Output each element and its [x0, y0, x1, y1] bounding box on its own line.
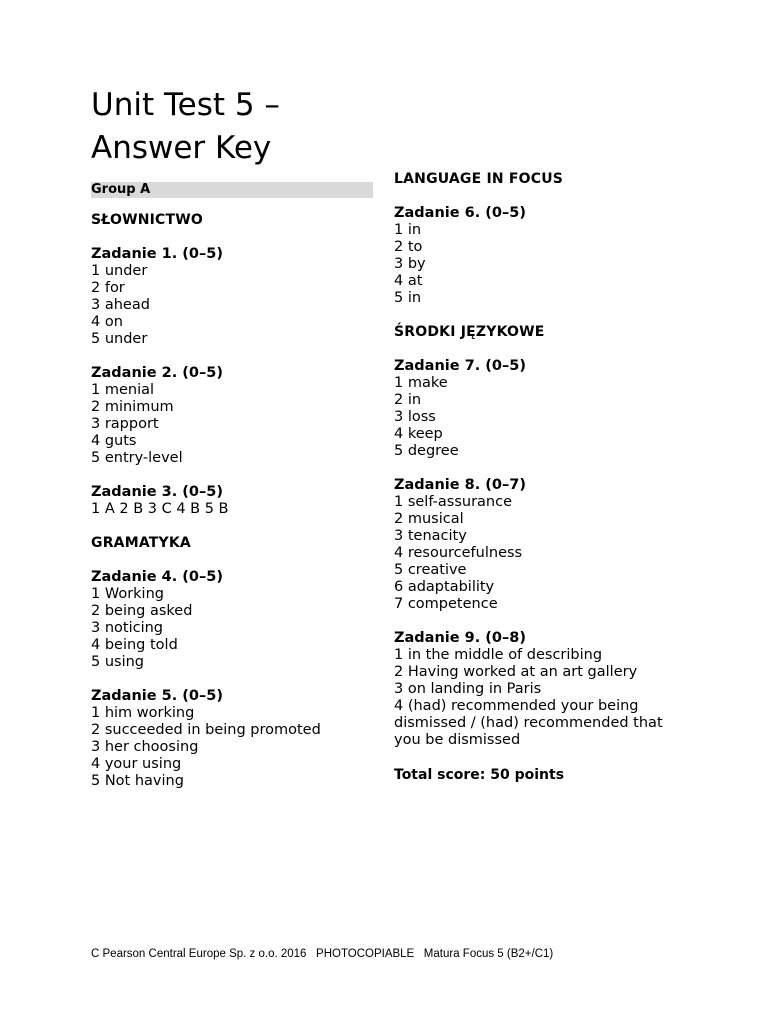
answer-item: 1 in — [394, 222, 422, 238]
answer-item: 3 tenacity — [394, 528, 467, 544]
section-heading: ŚRODKI JĘZYKOWE — [394, 324, 545, 340]
answer-item: 4 at — [394, 273, 423, 289]
task-title: Zadanie 8. (0–7) — [394, 477, 526, 493]
answer-item: 2 to — [394, 239, 423, 255]
task-block — [91, 246, 391, 348]
answer-item: 5 creative — [394, 562, 467, 578]
section-heading: SŁOWNICTWO — [91, 212, 204, 228]
task-title: Zadanie 2. (0–5) — [91, 365, 223, 381]
answer-item: 5 under — [91, 331, 148, 347]
footer: C Pearson Central Europe Sp. z o.o. 2016 PHOTOCOPIABLE Matura Focus 5 (B2+/C1) — [91, 948, 554, 960]
group-label: Group A — [91, 182, 373, 198]
task-block — [394, 477, 674, 613]
left-column — [91, 212, 391, 807]
answer-item: 1 in the middle of describing — [394, 647, 603, 663]
answer-item: 2 succeeded in being promoted — [91, 722, 321, 738]
task-block — [394, 358, 674, 460]
answer-item: 5 in — [394, 290, 422, 306]
answer-item: 1 A 2 B 3 C 4 B 5 B — [91, 501, 229, 517]
answer-item: 1 Working — [91, 586, 164, 602]
answer-item: 3 loss — [394, 409, 436, 425]
answer-item: 2 minimum — [91, 399, 174, 415]
answer-item: 4 guts — [91, 433, 137, 449]
task-title: Zadanie 6. (0–5) — [394, 205, 526, 221]
task-block — [91, 688, 391, 790]
answer-item: 4 keep — [394, 426, 443, 442]
task-title: Zadanie 1. (0–5) — [91, 246, 223, 262]
answer-item: 5 using — [91, 654, 145, 670]
task-title: Zadanie 7. (0–5) — [394, 358, 526, 374]
answer-item: 5 entry-level — [91, 450, 183, 466]
answer-item: 4 resourcefulness — [394, 545, 523, 561]
answer-item: 4 (had) recommended your being dismissed / (had) recommended that you be dismissed — [394, 698, 663, 748]
task-title: Zadanie 5. (0–5) — [91, 688, 223, 704]
total-score: Total score: 50 points — [394, 767, 565, 783]
task-title: Zadanie 9. (0–8) — [394, 630, 526, 646]
answer-item: 2 Having worked at an art gallery — [394, 664, 638, 680]
task-title: Zadanie 4. (0–5) — [91, 569, 223, 585]
answer-item: 4 being told — [91, 637, 178, 653]
answer-item: 3 on landing in Paris — [394, 681, 542, 697]
answer-item: 2 being asked — [91, 603, 193, 619]
answer-item: 3 by — [394, 256, 426, 272]
task-block — [394, 205, 674, 307]
section-heading: GRAMATYKA — [91, 535, 191, 551]
answer-item: 4 on — [91, 314, 123, 330]
answer-item: 5 Not having — [91, 773, 184, 789]
answer-item: 1 menial — [91, 382, 155, 398]
task-block — [91, 484, 391, 518]
answer-item: 3 rapport — [91, 416, 159, 432]
answer-item: 3 ahead — [91, 297, 150, 313]
answer-item: 1 him working — [91, 705, 195, 721]
answer-item: 1 under — [91, 263, 148, 279]
answer-item: 7 competence — [394, 596, 498, 612]
answer-item: 3 her choosing — [91, 739, 199, 755]
answer-item: 4 your using — [91, 756, 182, 772]
answer-item: 1 self-assurance — [394, 494, 512, 510]
answer-item: 1 make — [394, 375, 448, 391]
task-block — [91, 365, 391, 467]
page-title: Unit Test 5 – Answer Key — [91, 87, 280, 166]
answer-item: 2 in — [394, 392, 422, 408]
answer-item: 2 for — [91, 280, 125, 296]
answer-item: 2 musical — [394, 511, 464, 527]
task-block — [394, 630, 674, 749]
answer-item: 5 degree — [394, 443, 459, 459]
right-column — [394, 171, 674, 784]
task-title: Zadanie 3. (0–5) — [91, 484, 223, 500]
answer-item: 3 noticing — [91, 620, 164, 636]
answer-item: 6 adaptability — [394, 579, 495, 595]
section-heading: LANGUAGE IN FOCUS — [394, 171, 564, 187]
task-block — [91, 569, 391, 671]
